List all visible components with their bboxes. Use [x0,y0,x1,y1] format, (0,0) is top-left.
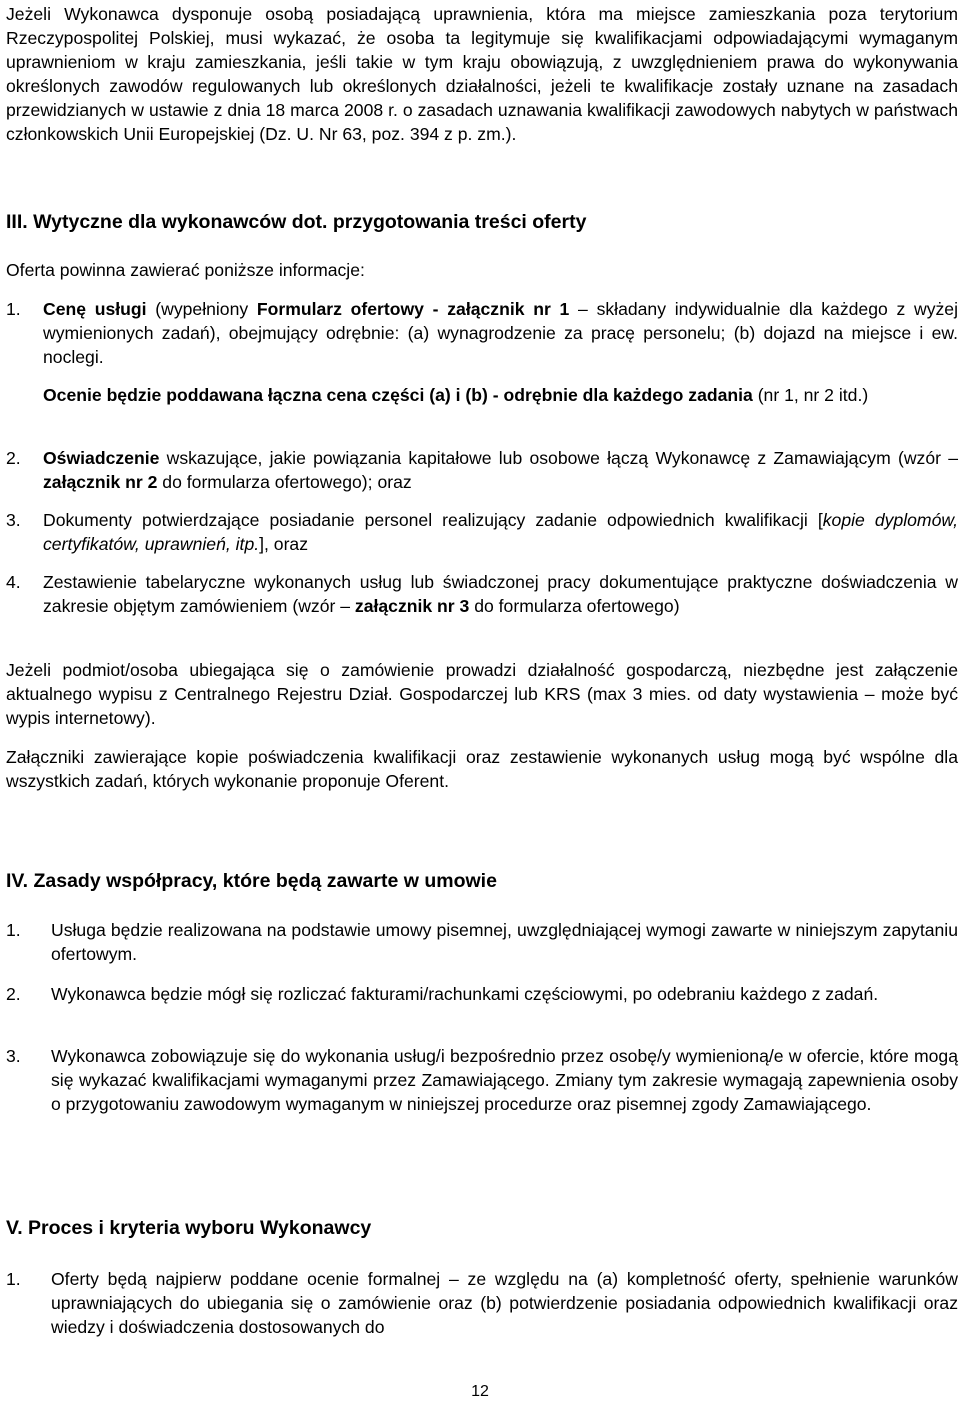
intro-text: Jeżeli Wykonawca dysponuje osobą posiadającą uprawnienia, która ma miejsce zamieszkania poza terytorium Rzeczypospolitej Polskiej, musi wykazać, że osoba ta legitymuje się kwalifikacjami odpowiadającymi wymaganym uprawnieniom w kraju zamieszkania, jeśli takie w tym kraju obowiązują, z uwzględnieniem prawa do wykonywania określonych zawodów regulowanych lub określonych działalności, jeżeli te kwalifikacje zostały uznane na zasadach przewidzianych w ustawie z dnia 18 marca 2008 r. o zasadach uznawania kwalifikacji zawodowych nabytych w państwach członkowskich Unii Europejskiej (Dz. U. Nr 63, poz. 394 z p. zm.). [6,4,958,144]
item-1-text-1: (wypełniony [146,299,257,319]
item-4-text-1: Zestawienie tabelaryczne wykonanych usług lub świadczonej pracy dokumentujące praktyczne doświadczenia w zakresie objętym zamówieniem (wzór – [43,572,958,616]
section-3-item-4 [6,570,958,618]
item-3-text-1: Dokumenty potwierdzające posiadanie personel realizujący zadanie odpowiednich kwalifikacji [ [43,510,823,530]
section-3-para-1-text: Jeżeli podmiot/osoba ubiegająca się o zamówienie prowadzi działalność gospodarczą, niezbędne jest załączenie aktualnego wypisu z Centralnego Rejestru Dział. Gospodarczej lub KRS (max 3 mies. od daty wystawienia – może być wypis internetowy). [6,660,958,728]
item-number: 2. [6,448,21,468]
item-number: 3. [6,1046,21,1066]
item-4-text-2: do formularza ofertowego) [469,596,680,616]
item-2-text-1: wskazujące, jakie powiązania kapitałowe lub osobowe łączą Wykonawcę z Zamawiającym (wzór – [159,448,958,468]
item-number: 2. [6,984,21,1004]
section-3-item-2 [6,446,958,494]
section-5-heading: V. Proces i kryteria wyboru Wykonawcy [6,1217,372,1239]
item-3-italic: kopie dyplomów, certyfikatów, uprawnień, itp. [43,510,958,554]
section-4-heading: IV. Zasady współpracy, które będą zawarte w umowie [6,870,497,892]
section-4-item-3 [6,1044,958,1116]
item-1-note-tail: (nr 1, nr 2 itd.) [752,385,869,405]
section-3-lead-text: Oferta powinna zawierać poniższe informacje: [6,260,365,280]
page-number: 12 [471,1383,489,1400]
intro-paragraph [6,2,958,146]
item-number: 1. [6,299,21,319]
item-1-bold-2: Formularz ofertowy - załącznik nr 1 [256,299,570,319]
list-item-text: Usługa będzie realizowana na podstawie umowy pisemnej, uwzględniającej wymogi zawarte w niniejszym zapytaniu ofertowym. [51,920,958,964]
section-3-item-1 [6,297,958,369]
item-number: 4. [6,572,21,592]
item-2-bold-2: załącznik nr 2 [43,472,158,492]
section-5-item-1 [6,1267,958,1339]
item-2-text-2: do formularza ofertowego); oraz [157,472,412,492]
item-1-note-bold: Ocenie będzie poddawana łączna cena części (a) i (b) - odrębnie dla każdego zadania [43,385,753,405]
list-item-text: Wykonawca będzie mógł się rozliczać fakturami/rachunkami częściowymi, po odebraniu każdego z zadań. [51,984,879,1004]
item-3-text-2: ], oraz [259,534,309,554]
section-3-heading: III. Wytyczne dla wykonawców dot. przygotowania treści oferty [6,211,587,233]
section-3-item-3 [6,508,958,556]
item-1-bold-1: Cenę usługi [43,299,147,319]
section-4-item-2 [6,982,958,1006]
item-1-text-2: – składany indywidualnie dla każdego z wyżej wymienionych zadań), obejmujący odrębnie: (a) wynagrodzenie za pracę personelu; (b) dojazd na miejsce i ew. noclegi. [43,299,959,367]
section-3-lead [6,258,958,282]
item-2-bold-1: Oświadczenie [43,448,160,468]
section-3-para-2-text: Załączniki zawierające kopie poświadczenia kwalifikacji oraz zestawienie wykonanych usług mogą być wspólne dla wszystkich zadań, których wykonanie proponuje Oferent. [6,747,958,791]
item-number: 1. [6,920,21,940]
list-item-text: Wykonawca zobowiązuje się do wykonania usług/i bezpośrednio przez osobę/y wymienioną/e w ofercie, które mogą się wykazać kwalifikacjami wymaganymi przez Zamawiającego. Zmiany tym zakresie wymagają zapewnienia osoby o przygotowaniu zawodowym wymaganym w niniejszej procedurze oraz pisemnej zgody Zamawiającego. [51,1046,958,1114]
section-3 [6,210,958,234]
section-3-para-1 [6,658,958,730]
item-4-bold: załącznik nr 3 [354,596,470,616]
section-5 [6,1216,958,1240]
section-3-item-1-note [6,383,958,407]
list-item-text: Oferty będą najpierw poddane ocenie formalnej – ze względu na (a) kompletność oferty, spełnienie warunków uprawniających do ubiegania się o zamówienie oraz (b) potwierdzenie posiadania odpowiednich kwalifikacji oraz wiedzy i doświadczenia dostosowanych do [51,1269,958,1337]
section-4 [6,869,958,893]
item-number: 1. [6,1269,21,1289]
item-number: 3. [6,510,21,530]
section-4-item-1 [6,918,958,966]
section-3-para-2 [6,745,958,793]
